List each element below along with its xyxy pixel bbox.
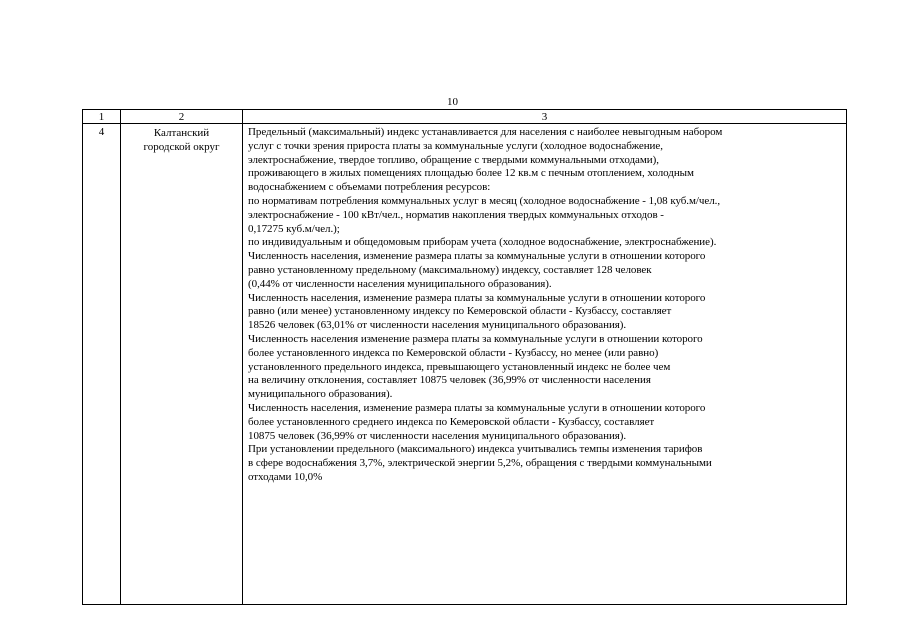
text-line: на величину отклонения, составляет 10875 человек (36,99% от численности населения (248, 374, 651, 387)
text-line: равно установленному предельному (максимальному) индексу, составляет 128 человек (248, 263, 652, 276)
text-line: 18526 человек (63,01% от численности населения муниципального образования). (248, 319, 627, 332)
text-line: более установленного индекса по Кемеровской области - Кузбассу, но менее (или равно) (248, 346, 659, 359)
text-line: по индивидуальным и общедомовым приборам учета (холодное водоснабжение, электроснабжение). (248, 236, 717, 249)
municipality-name-line-1: Калтанский (153, 127, 210, 139)
text-line: проживающего в жилых помещениях площадью более 12 кв.м с печным отоплением, холодным (248, 167, 694, 180)
table-header-row (83, 110, 847, 124)
text-line: более установленного среднего индекса по Кемеровской области - Кузбассу, составляет (248, 415, 655, 428)
text-line: Численность населения, изменение размера платы за коммунальные услуги в отношении которого (248, 291, 706, 304)
text-line: по нормативам потребления коммунальных услуг в месяц (холодное водоснабжение - 1,08 куб.м/чел., (248, 194, 721, 207)
data-table (82, 109, 847, 605)
text-line: Численность населения, изменение размера платы за коммунальные услуги в отношении которого (248, 250, 706, 263)
row-number-cell (83, 124, 121, 605)
text-line: Численность населения изменение размера платы за коммунальные услуги в отношении которого (248, 332, 703, 345)
header-col-1: 1 (83, 110, 121, 124)
text-line: отходами 10,0% (248, 470, 323, 483)
text-line: При установлении предельного (максимального) индекса учитывались темпы изменения тарифов (248, 443, 703, 456)
description-cell (243, 124, 847, 605)
municipality-name-line-2: городской округ (143, 141, 220, 153)
header-col-3: 3 (243, 110, 847, 124)
table-row (83, 124, 847, 605)
text-line: установленного предельного индекса, превышающего установленный индекс не более чем (248, 360, 671, 373)
text-line: электроснабжение, твердое топливо, обращение с твердыми коммунальными отходами), (248, 153, 659, 166)
text-line: 0,17275 куб.м/чел.); (248, 222, 340, 235)
row-number: 4 (98, 126, 105, 138)
text-line: электроснабжение - 100 кВт/чел., норматив накопления твердых коммунальных отходов - (248, 208, 664, 221)
text-line: муниципального образования). (248, 388, 393, 401)
text-line: в сфере водоснабжения 3,7%, электрической энергии 5,2%, обращения с твердыми коммунальными (248, 457, 712, 470)
text-line: Предельный (максимальный) индекс устанавливается для населения с наиболее невыгодным набором (248, 126, 723, 138)
text-line: (0,44% от численности населения муниципального образования). (248, 277, 552, 290)
municipality-cell (121, 124, 243, 605)
text-line: Численность населения, изменение размера платы за коммунальные услуги в отношении которого (248, 401, 706, 414)
page-number: 10 (447, 96, 458, 108)
text-line: услуг с точки зрения прироста платы за коммунальные услуги (холодное водоснабжение, (248, 139, 663, 152)
header-col-2: 2 (121, 110, 243, 124)
text-line: водоснабжением с объемами потребления ресурсов: (248, 181, 491, 194)
text-line: равно (или менее) установленному индексу по Кемеровской области - Кузбассу, составляет (248, 305, 672, 318)
text-line: 10875 человек (36,99% от численности населения муниципального образования). (248, 429, 627, 442)
